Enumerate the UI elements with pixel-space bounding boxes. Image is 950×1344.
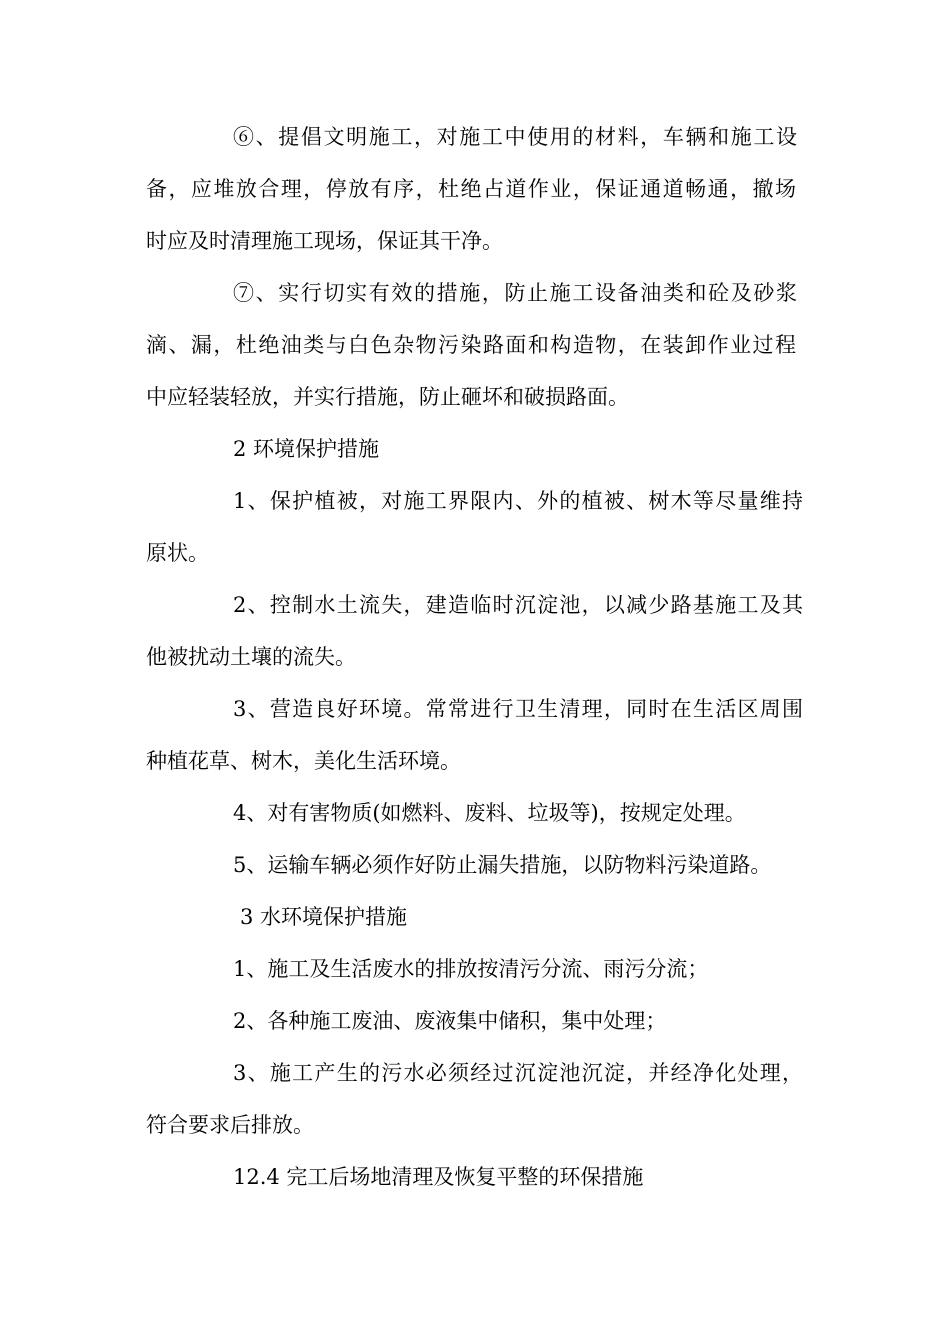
section-heading: 12.4 完工后场地清理及恢复平整的环保措施 (233, 1165, 644, 1189)
paragraph-line: 滴、漏，杜绝油类与白色杂物污染路面和构造物，在装卸作业过程 (146, 333, 798, 357)
paragraph-line: 3、施工产生的污水必须经过沉淀池沉淀，并经净化处理， (233, 1061, 805, 1085)
paragraph-line: 4、对有害物质(如燃料、废料、垃圾等)，按规定处理。 (233, 801, 746, 825)
paragraph-line: 1、施工及生活废水的排放按清污分流、雨污分流； (233, 957, 709, 981)
section-heading: 2 环境保护措施 (233, 437, 380, 461)
paragraph-line: 5、运输车辆必须作好防止漏失措施，以防物料污染道路。 (233, 853, 772, 877)
paragraph-line: 2、控制水土流失，建造临时沉淀池，以减少路基施工及其 (233, 593, 805, 617)
paragraph-line: 他被扰动土壤的流失。 (146, 645, 356, 669)
paragraph-line: 种植花草、树木，美化生活环境。 (146, 749, 461, 773)
paragraph-line: ⑦、实行切实有效的措施，防止施工设备油类和砼及砂浆 (233, 281, 799, 305)
paragraph-line: 2、各种施工废油、废液集中储积，集中处理； (233, 1009, 667, 1033)
paragraph-line: 1、保护植被，对施工界限内、外的植被、树木等尽量维持 (233, 489, 805, 513)
paragraph-line: 原状。 (146, 541, 209, 565)
paragraph-line: 时应及时清理施工现场，保证其干净。 (146, 229, 503, 253)
paragraph-line: 中应轻装轻放，并实行措施，防止砸坏和破损路面。 (146, 385, 629, 409)
paragraph-line: 备，应堆放合理，停放有序，杜绝占道作业，保证通道畅通，撤场 (146, 177, 798, 201)
section-heading: 3 水环境保护措施 (240, 905, 408, 929)
paragraph-line: ⑥、提倡文明施工，对施工中使用的材料，车辆和施工设 (233, 125, 799, 149)
paragraph-line: 3、营造良好环境。常常进行卫生清理，同时在生活区周围 (233, 697, 805, 721)
paragraph-line: 符合要求后排放。 (146, 1113, 314, 1137)
